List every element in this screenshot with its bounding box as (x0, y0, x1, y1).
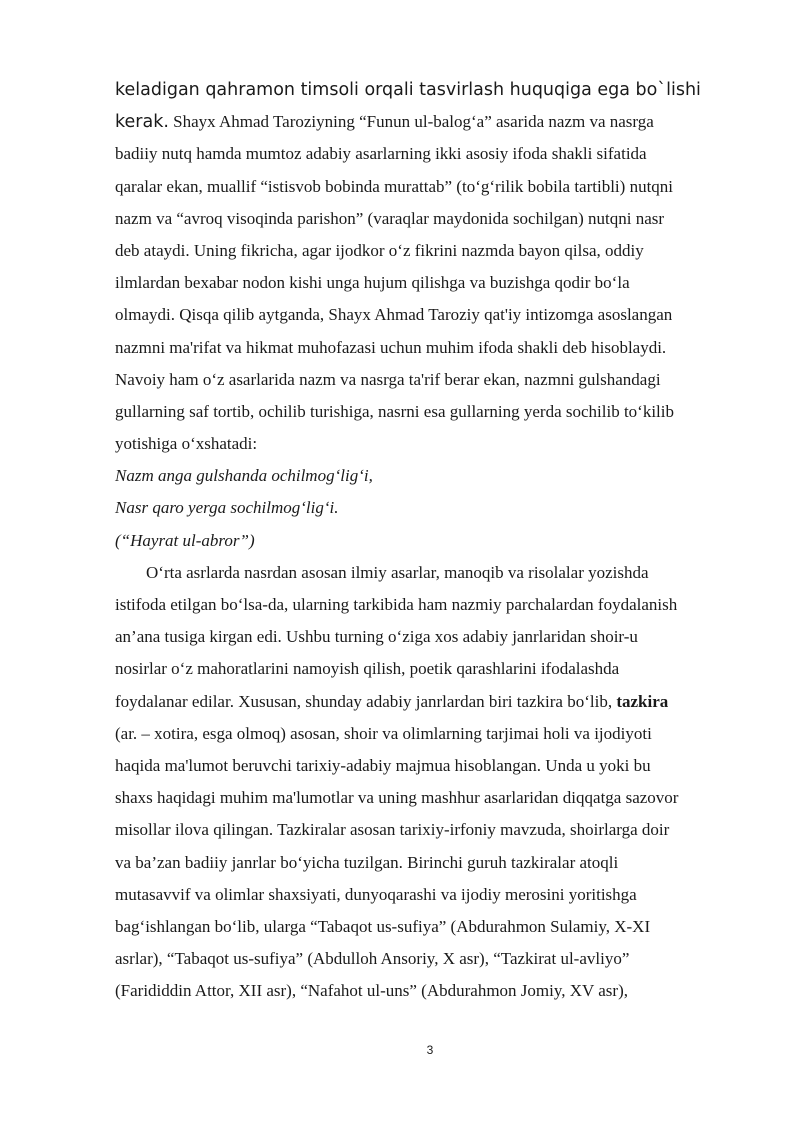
text-line (115, 364, 745, 396)
text-segment: qaralar ekan, muallif “istisvob bobinda murattab” (to‘g‘rilik bobila tartibli) nutqni (115, 176, 674, 196)
text-segment: bag‘ishlangan bo‘lib, ularga “Tabaqot us-sufiya” (Abdurahmon Sulamiy, X-XI (115, 916, 651, 936)
text-segment: asrlar), “Tabaqot us-sufiya” (Abdulloh Ansoriy, X asr), “Tazkirat ul-avliyo” (115, 949, 630, 969)
bold-term: tazkira (616, 691, 669, 711)
text-line (115, 621, 745, 653)
text-segment: nosirlar o‘z mahoratlarini namoyish qilish, poetik qarashlarini ifodalashda (115, 659, 620, 679)
text-line (115, 557, 745, 589)
text-segment: keladigan qahramon timsoli orqali tasvirlash huquqiga ega bo`lishi (115, 80, 701, 100)
text-line (115, 814, 745, 846)
text-line (115, 203, 745, 235)
italic-text: Nasr qaro yerga sochilmog‘lig‘i. (115, 498, 339, 518)
text-segment: shaxs haqidagi muhim ma'lumotlar va uning mashhur asarlaridan diqqatga sazovor (115, 788, 679, 808)
text-line (115, 171, 745, 203)
text-segment: ilmlardan bexabar nodon kishi unga hujum qilishga va buzishga qodir bo‘la (115, 273, 630, 293)
text-line (115, 106, 745, 138)
text-segment: va ba’zan badiiy janrlar bo‘yicha tuzilgan. Birinchi guruh tazkiralar atoqli (115, 852, 619, 872)
text-line (115, 879, 745, 911)
text-line (115, 74, 745, 106)
text-line (115, 492, 745, 524)
text-line (115, 525, 745, 557)
text-line (115, 718, 745, 750)
text-segment: istifoda etilgan bo‘lsa-da, ularning tarkibida ham nazmiy parchalardan foydalanish (115, 595, 678, 614)
text-segment: Shayx Ahmad Taroziyning “Funun ul-balog‘a” asarida nazm va nasrga (168, 112, 654, 132)
text-line (115, 750, 745, 782)
text-segment: misollar ilova qilingan. Tazkiralar asosan tarixiy-irfoniy mavzuda, shoirlarga doir (115, 820, 670, 840)
text-line (115, 943, 745, 975)
text-segment: nazmni ma'rifat va hikmat muhofazasi uchun muhim ifoda shakli deb hisoblaydi. (115, 337, 667, 357)
text-line (115, 847, 745, 879)
text-line (115, 911, 745, 943)
text-line (115, 235, 745, 267)
text-segment: olmaydi. Qisqa qilib aytganda, Shayx Ahmad Taroziy qat'iy intizomga asoslangan (115, 305, 673, 325)
text-line (115, 138, 745, 170)
italic-text: (“Hayrat ul-abror”) (115, 530, 255, 550)
text-segment: (Farididdin Attor, XII asr), “Nafahot ul-uns” (Abdurahmon Jomiy, XV asr), (115, 981, 628, 1001)
text-segment: mutasavvif va olimlar shaxsiyati, dunyoqarashi va ijodiy merosini yoritishga (115, 884, 637, 904)
text-line (115, 428, 745, 460)
text-line (115, 975, 745, 1007)
text-line (115, 460, 745, 492)
text-segment: gullarning saf tortib, ochilib turishiga, nasrni esa gullarning yerda sochilib to‘kilib (115, 401, 674, 421)
text-segment: O‘rta asrlarda nasrdan asosan ilmiy asarlar, manoqib va risolalar yozishda (146, 562, 649, 582)
text-segment: deb ataydi. Uning fikricha, agar ijodkor o‘z fikrini nazmda bayon qilsa, oddiy (115, 240, 644, 260)
text-line (115, 299, 745, 331)
text-segment: haqida ma'lumot beruvchi tarixiy-adabiy majmua hisoblangan. Unda u yoki bu (115, 755, 651, 775)
page-number: 3 (426, 1043, 434, 1057)
text-line (115, 396, 745, 428)
text-segment: Navoiy ham o‘z asarlarida nazm va nasrga ta'rif berar ekan, nazmni gulshandagi (115, 369, 661, 389)
text-line (115, 267, 745, 299)
text-segment: an’ana tusiga kirgan edi. Ushbu turning o‘ziga xos adabiy janrlaridan shoir-u (115, 627, 638, 647)
text-segment: (ar. – xotira, esga olmoq) asosan, shoir va olimlarning tarjimai holi va ijodiyoti (115, 723, 652, 743)
text-line (115, 332, 745, 364)
text-segment: kerak. (115, 112, 169, 133)
text-segment: foydalanar edilar. Xususan, shunday adabiy janrlardan biri tazkira bo‘lib, (115, 691, 617, 711)
text-line (115, 653, 745, 685)
text-segment: badiiy nutq hamda mumtoz adabiy asarlarning ikki asosiy ifoda shakli sifatida (115, 144, 647, 164)
text-line (115, 589, 745, 621)
body-text (115, 74, 745, 1007)
text-line (115, 782, 745, 814)
text-line (115, 686, 745, 718)
italic-text: Nazm anga gulshanda ochilmog‘lig‘i, (115, 466, 373, 486)
text-segment: nazm va “avroq visoqinda parishon” (varaqlar maydonida sochilgan) nutqni nasr (115, 208, 665, 228)
text-segment: yotishiga o‘xshatadi: (115, 434, 258, 454)
